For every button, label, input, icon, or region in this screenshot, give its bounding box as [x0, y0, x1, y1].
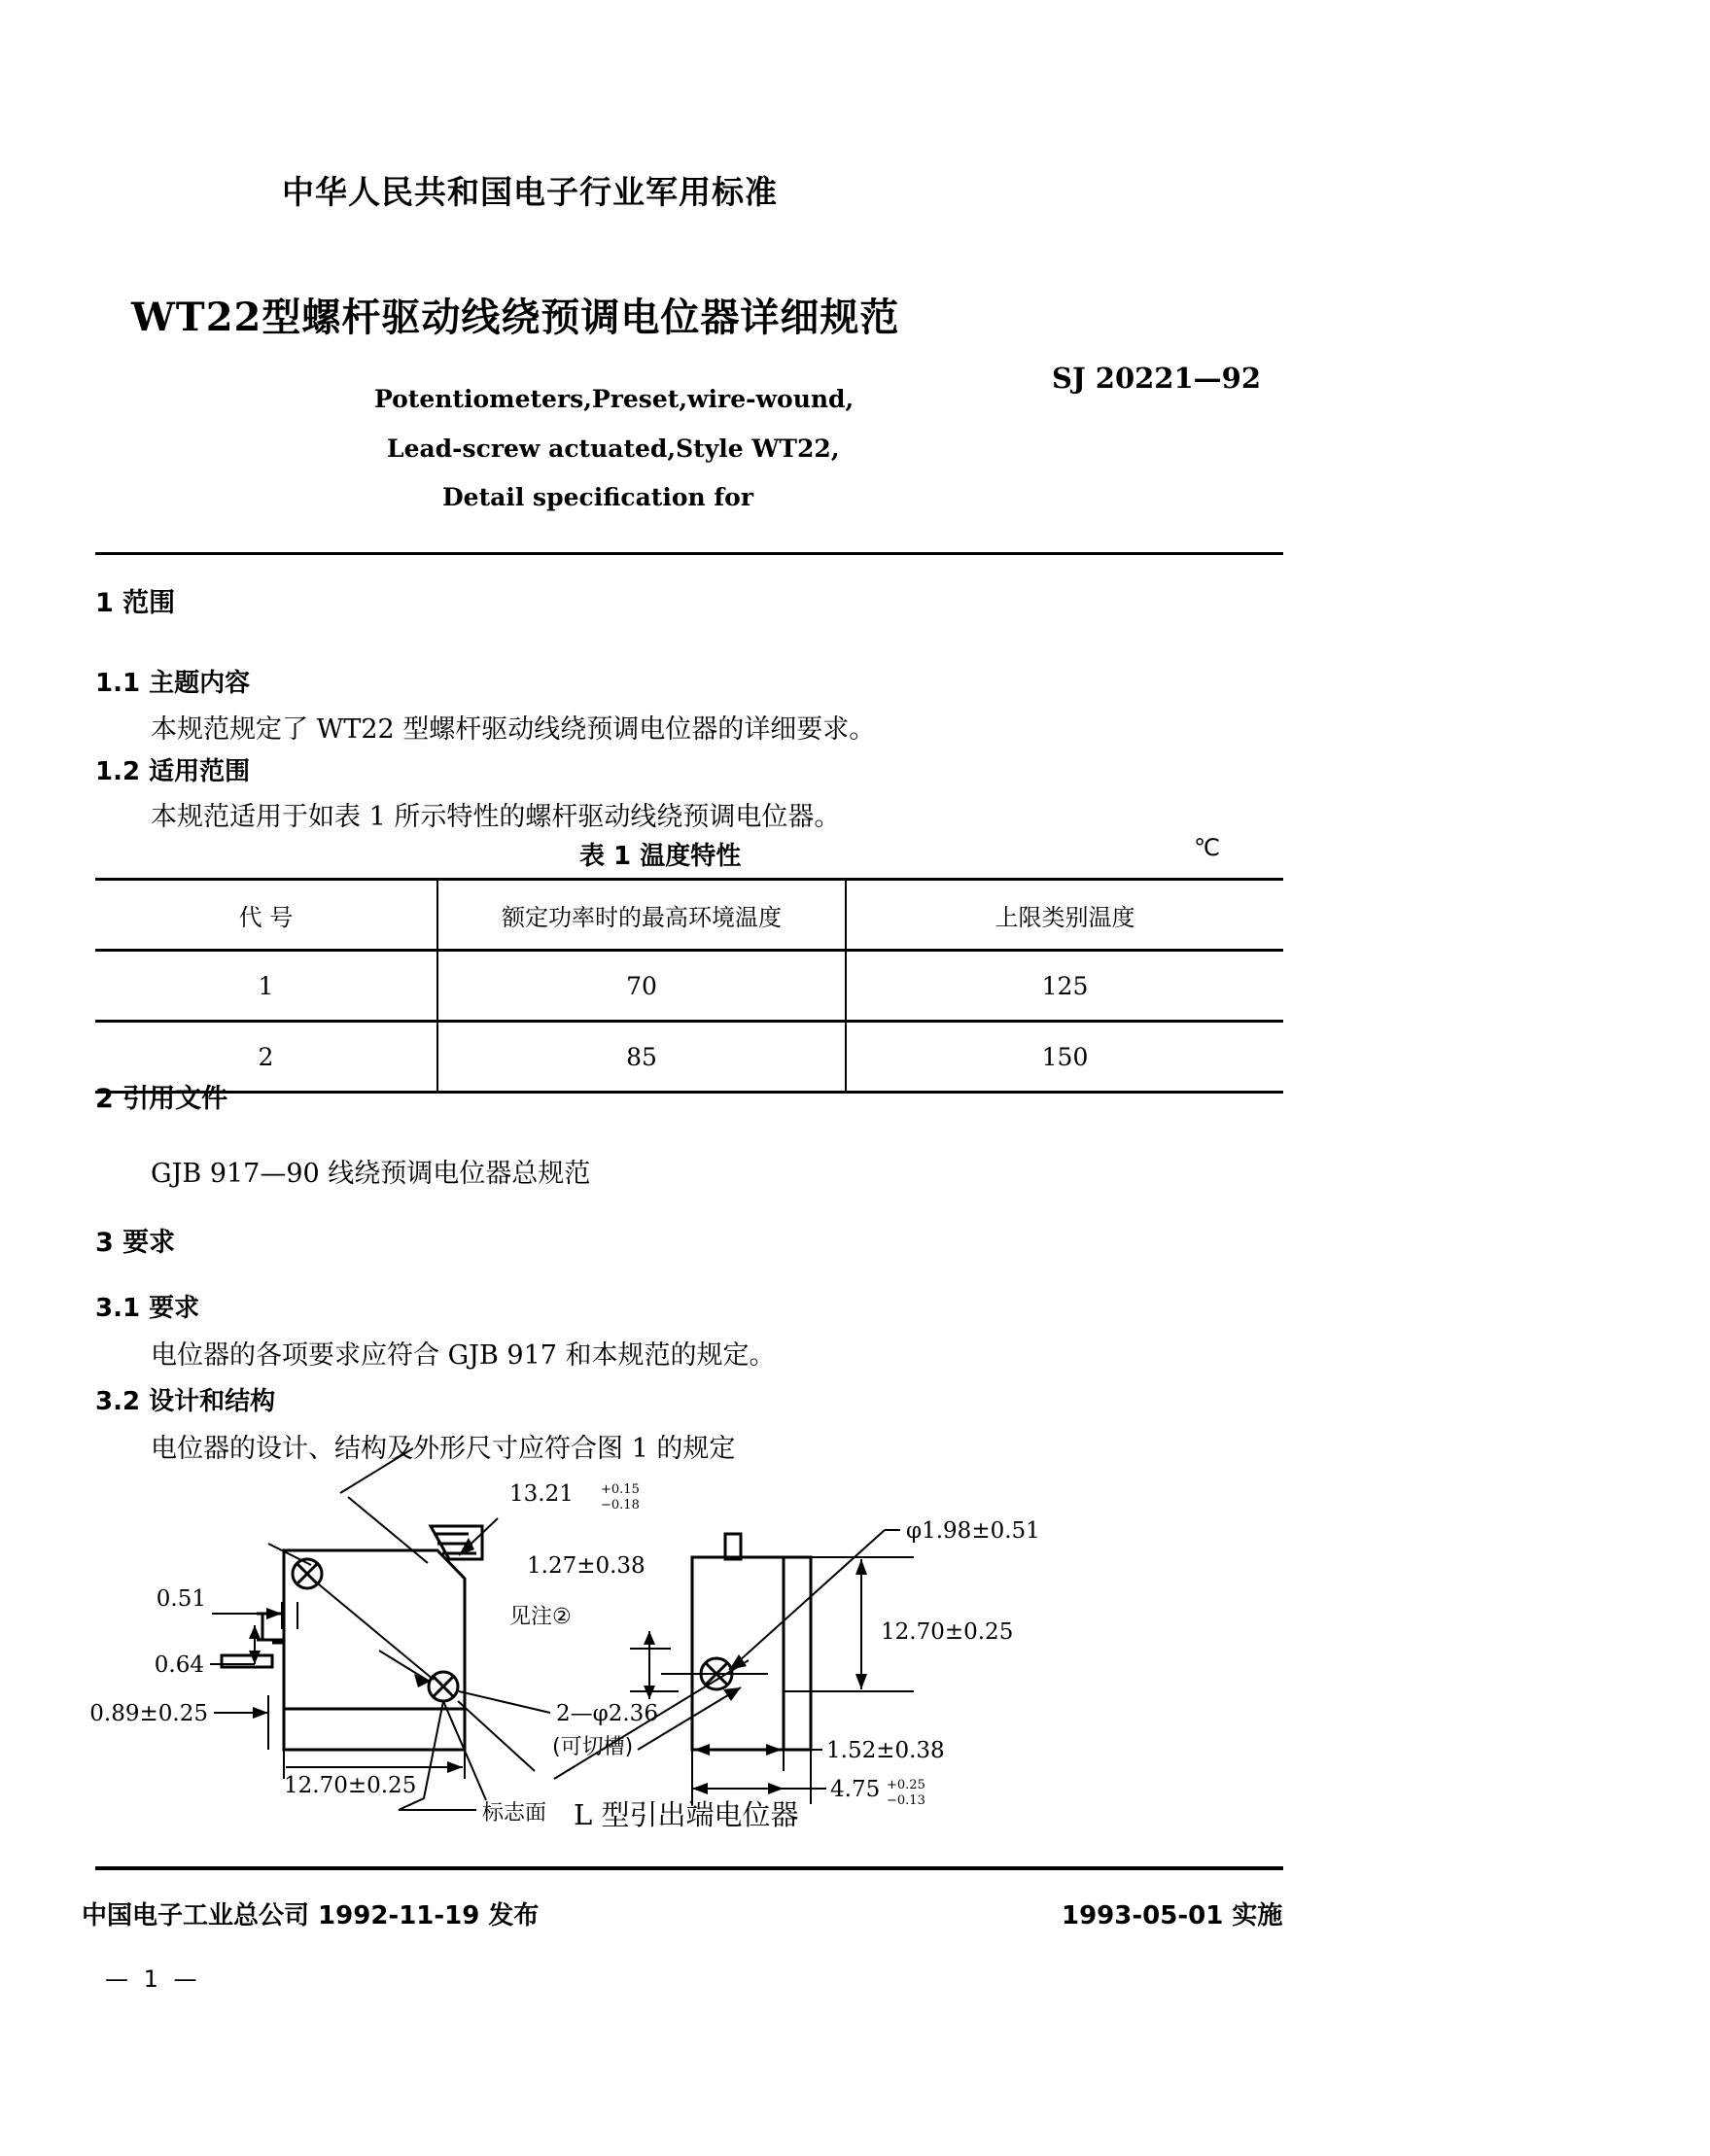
cell-max-ambient: 85	[437, 1022, 846, 1093]
table-header-cell-code: 代 号	[238, 903, 294, 931]
table-1-unit: ℃	[1194, 834, 1220, 861]
heading-section-3-2: 3.2 设计和结构	[95, 1387, 276, 1416]
dimension-label-13-21-upper-tol: +0.15	[601, 1482, 640, 1497]
page-title: WT22型螺杆驱动线绕预调电位器详细规范	[131, 295, 900, 340]
cell-code: 1	[258, 971, 274, 1000]
hole-label-2-phi-2-36: 2—φ2.36	[556, 1701, 658, 1726]
dimension-label-0-64: 0.64	[154, 1652, 204, 1678]
paragraph-3-1: 电位器的各项要求应符合 GJB 917 和本规范的规定。	[151, 1340, 776, 1371]
dimension-label-1-27: 1.27±0.38	[527, 1553, 646, 1579]
dimension-label-4-75-lower-tol: −0.13	[887, 1793, 925, 1808]
header-divider-rule	[95, 552, 1283, 555]
heading-section-2: 2 引用文件	[95, 1084, 228, 1114]
hole-label-slot-note: (可切槽)	[552, 1735, 634, 1759]
dimension-label-0-89: 0.89±0.25	[89, 1701, 208, 1726]
heading-section-3: 3 要求	[95, 1228, 176, 1258]
table-header-cell-upper-category: 上限类别温度	[846, 880, 1283, 951]
footer-effective-date: 1993-05-01 实施	[1062, 1901, 1283, 1930]
label-marking-face: 标志面	[482, 1801, 547, 1826]
cell-max-ambient: 70	[437, 951, 846, 1022]
paragraph-1-2: 本规范适用于如表 1 所示特性的螺杆驱动线绕预调电位器。	[151, 802, 841, 832]
paragraph-1-1: 本规范规定了 WT22 型螺杆驱动线绕预调电位器的详细要求。	[151, 714, 876, 745]
issuing-authority-line: 中华人民共和国电子行业军用标准	[282, 173, 778, 211]
heading-section-1: 1 范围	[95, 588, 176, 618]
paragraph-2-reference: GJB 917—90 线绕预调电位器总规范	[151, 1159, 591, 1189]
dimension-label-4-75-upper-tol: +0.25	[887, 1778, 925, 1792]
table-1-caption: 表 1 温度特性	[579, 842, 742, 871]
figure-1-outline-drawing	[89, 1458, 1118, 1847]
table-header-cell-max-ambient: 额定功率时的最高环境温度	[437, 880, 846, 951]
temperature-characteristics-table	[95, 878, 1283, 1094]
heading-section-3-1: 3.1 要求	[95, 1294, 200, 1323]
figure-1-caption: L 型引出端电位器	[574, 1798, 799, 1831]
title-english-line-1: Potentiometers,Preset,wire-wound,	[374, 385, 855, 413]
dimension-label-13-21-lower-tol: −0.18	[601, 1498, 640, 1513]
table-row	[95, 1022, 1283, 1093]
dimension-label-12-70-left: 12.70±0.25	[284, 1773, 417, 1798]
heading-section-1-1: 1.1 主题内容	[95, 669, 251, 698]
table-row	[95, 951, 1283, 1022]
dimension-label-4-75: 4.75	[830, 1777, 881, 1802]
dimension-label-phi-1-98: φ1.98±0.51	[906, 1518, 1040, 1544]
heading-section-1-2: 1.2 适用范围	[95, 757, 251, 786]
table-header-row	[95, 880, 1283, 951]
standard-number: SJ 20221—92	[1052, 362, 1262, 395]
cell-upper-category: 125	[846, 951, 1283, 1022]
footer-divider-rule	[95, 1866, 1283, 1870]
dimension-label-1-52: 1.52±0.38	[826, 1738, 945, 1763]
title-english-line-3: Detail specification for	[442, 483, 754, 511]
dimension-label-0-51: 0.51	[156, 1586, 206, 1612]
paragraph-3-2: 电位器的设计、结构及外形尺寸应符合图 1 的规定	[151, 1434, 736, 1464]
cell-upper-category: 150	[846, 1022, 1283, 1093]
footer-publisher: 中国电子工业总公司 1992-11-19 发布	[82, 1901, 540, 1930]
page-number: — 1 —	[105, 1965, 201, 1993]
note-reference-2: 见注②	[509, 1605, 572, 1629]
cell-code: 2	[258, 1042, 274, 1071]
dimension-label-13-21: 13.21	[509, 1481, 574, 1507]
dimension-label-12-70-right: 12.70±0.25	[881, 1619, 1014, 1645]
title-english-line-2: Lead-screw actuated,Style WT22,	[387, 435, 840, 463]
